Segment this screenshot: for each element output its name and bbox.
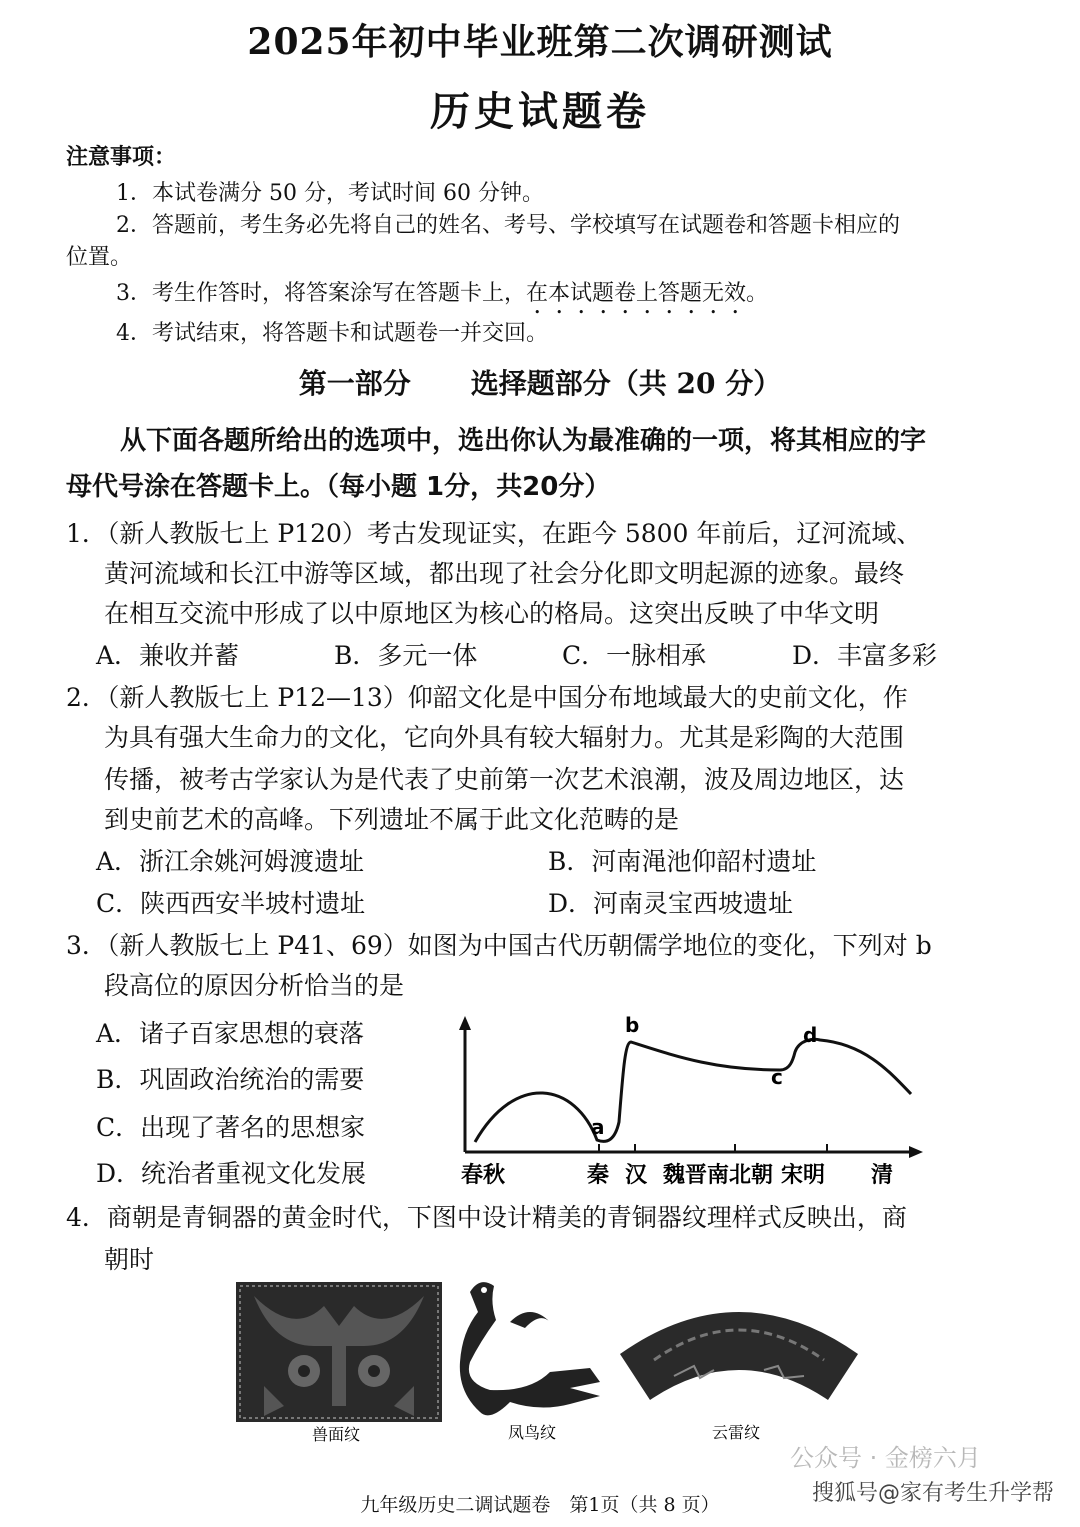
point-label-b: b bbox=[625, 1013, 640, 1037]
confucianism-status-chart bbox=[445, 1012, 925, 1192]
caption-phoenix: 凤鸟纹 bbox=[508, 1423, 557, 1442]
q2-option-b: B．河南渑池仰韶村遗址 bbox=[548, 847, 817, 876]
x-tick-label-songming: 宋明 bbox=[781, 1163, 826, 1188]
watermark-line-1: 公众号 · 金榜六月 bbox=[790, 1444, 981, 1472]
q3-line-2: 段高位的原因分析恰当的是 bbox=[104, 971, 405, 1000]
q1-line-1: 1．（新人教版七上 P120）考古发现证实，在距今 5800 年前后，辽河流域、 bbox=[66, 519, 922, 548]
part-heading bbox=[0, 362, 1080, 402]
q2-line-3: 传播，被考古学家认为是代表了史前第一次艺术浪潮，波及周边地区，达 bbox=[104, 765, 905, 794]
q1-option-c: C．一脉相承 bbox=[562, 641, 707, 670]
q2-line-4: 到史前艺术的高峰。下列遗址不属于此文化范畴的是 bbox=[104, 805, 680, 834]
caption-cloud-thunder: 云雷纹 bbox=[712, 1423, 761, 1442]
page-footer: 九年级历史二调试题卷 第1页（共 8 页） bbox=[360, 1494, 720, 1516]
taotie-pattern-image bbox=[234, 1276, 444, 1446]
q4-line-1: 4．商朝是青铜器的黄金时代，下图中设计精美的青铜器纹理样式反映出，商 bbox=[66, 1203, 907, 1232]
x-tick-label-qin: 秦 bbox=[587, 1163, 610, 1188]
notice-item-1: 1．本试卷满分 50 分，考试时间 60 分钟。 bbox=[116, 181, 544, 206]
part-label: 第一部分 bbox=[298, 367, 411, 400]
x-tick-label-qing: 清 bbox=[871, 1163, 894, 1188]
caption-taotie: 兽面纹 bbox=[312, 1425, 361, 1444]
exam-subtitle: 历史试题卷 bbox=[430, 88, 650, 135]
notice-item-4: 4．考试结束，将答题卡和试题卷一并交回。 bbox=[116, 321, 548, 346]
part-title: 选择题部分（共 20 分） bbox=[470, 367, 782, 400]
q3-option-c: C．出现了著名的思想家 bbox=[96, 1113, 366, 1142]
point-label-c: c bbox=[771, 1065, 783, 1089]
x-tick-label-wjnbc: 魏晋南北朝 bbox=[663, 1163, 774, 1188]
q4-line-2: 朝时 bbox=[104, 1245, 155, 1274]
exam-title: 2025年初中毕业班第二次调研测试 bbox=[247, 21, 833, 63]
x-axis-arrow bbox=[909, 1146, 923, 1158]
q2-line-1: 2．（新人教版七上 P12—13）仰韶文化是中国分布地域最大的史前文化，作 bbox=[66, 683, 908, 712]
q3-option-b: B．巩固政治统治的需要 bbox=[96, 1065, 365, 1094]
q1-option-d: D．丰富多彩 bbox=[792, 641, 938, 670]
watermark-line-2: 搜狐号@家有考生升学帮 bbox=[812, 1481, 1055, 1506]
series-line bbox=[475, 1039, 911, 1142]
y-axis-arrow bbox=[459, 1016, 471, 1030]
point-label-d: d bbox=[803, 1023, 818, 1047]
x-tick-label-chunqiu: 春秋 bbox=[461, 1163, 506, 1188]
notice-item-2-cont: 位置。 bbox=[66, 245, 133, 270]
instruction-line-2: 母代号涂在答题卡上。（每小题 1分，共20分） bbox=[66, 472, 611, 502]
phoenix-pattern-image bbox=[450, 1272, 610, 1446]
cloud-thunder-pattern-image bbox=[614, 1290, 864, 1446]
q2-option-a: A．浙江余姚河姆渡遗址 bbox=[96, 847, 365, 876]
q3-option-a: A．诸子百家思想的衰落 bbox=[96, 1019, 365, 1048]
q2-option-c: C．陕西西安半坡村遗址 bbox=[96, 889, 366, 918]
q3-line-1: 3．（新人教版七上 P41、69）如图为中国古代历朝儒学地位的变化，下列对 b bbox=[66, 931, 932, 960]
q1-line-2: 黄河流域和长江中游等区域，都出现了社会分化即文明起源的迹象。最终 bbox=[104, 559, 905, 588]
notice-item-3-text: 3．考生作答时，将答案涂写在答题卡上， bbox=[116, 281, 526, 306]
instruction-line-1: 从下面各题所给出的选项中，选出你认为最准确的一项，将其相应的字 bbox=[120, 426, 927, 456]
point-label-a: a bbox=[591, 1115, 605, 1139]
notice-emphasis: 在本试题卷上答题无效 bbox=[526, 281, 747, 306]
q1-line-3: 在相互交流中形成了以中原地区为核心的格局。这突出反映了中华文明 bbox=[104, 599, 880, 628]
q3-option-d: D．统治者重视文化发展 bbox=[96, 1159, 367, 1188]
notice-item-3 bbox=[116, 276, 768, 319]
notice-heading: 注意事项： bbox=[66, 144, 177, 170]
q1-option-b: B．多元一体 bbox=[334, 641, 478, 670]
notice-emphasis-end: 。 bbox=[746, 281, 769, 306]
q1-option-a: A．兼收并蓄 bbox=[96, 641, 240, 670]
q2-option-d: D．河南灵宝西坡遗址 bbox=[548, 889, 794, 918]
notice-item-2: 2．答题前，考生务必先将自己的姓名、考号、学校填写在试题卷和答题卡相应的 bbox=[116, 213, 900, 238]
q2-line-2: 为具有强大生命力的文化，它向外具有较大辐射力。尤其是彩陶的大范围 bbox=[104, 723, 905, 752]
x-tick-label-han: 汉 bbox=[625, 1163, 648, 1188]
